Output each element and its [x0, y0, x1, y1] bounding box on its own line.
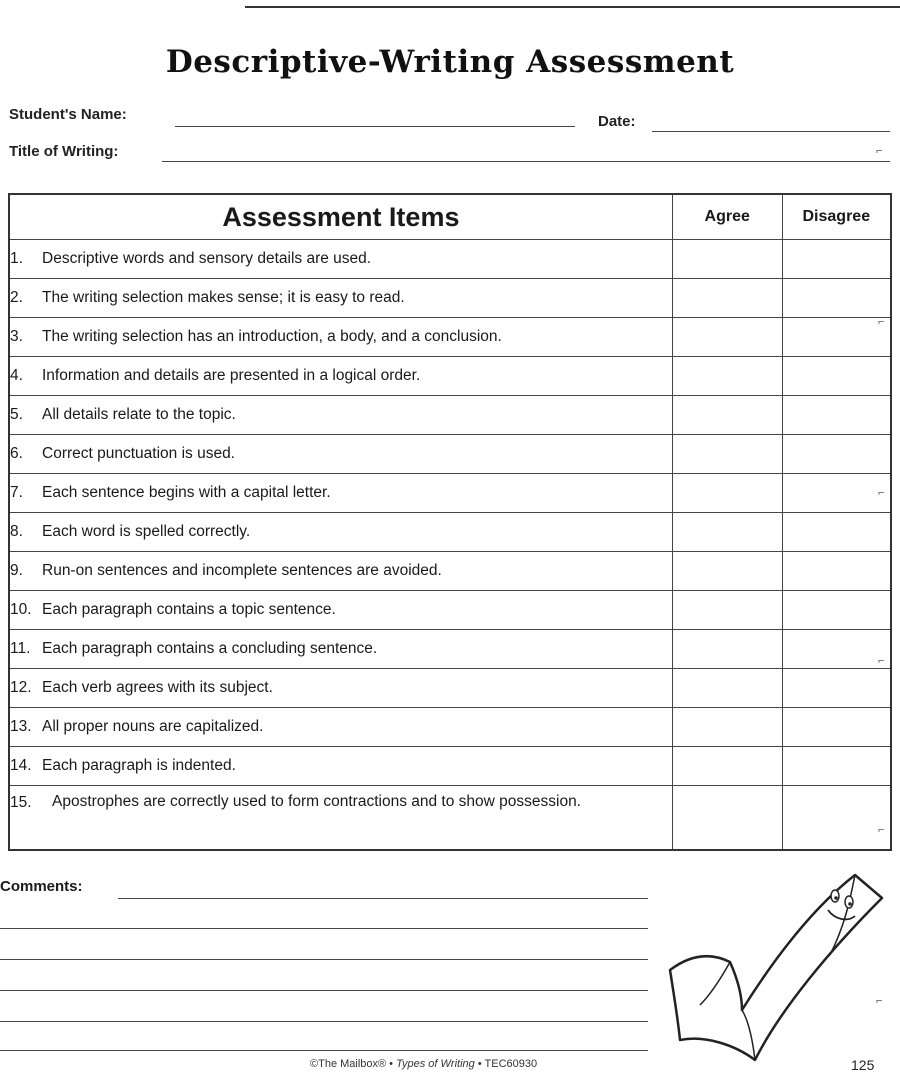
table-row: [9, 669, 891, 708]
item-text: All details relate to the topic.: [42, 406, 236, 423]
item-number: 6.: [10, 445, 23, 462]
table-row: [9, 240, 891, 279]
margin-mark: ⌐: [878, 316, 885, 328]
item-number: 13.: [10, 718, 32, 735]
catalog-code: • TEC60930: [477, 1058, 538, 1070]
item-cell: [9, 786, 672, 851]
item-number: 5.: [10, 406, 23, 423]
disagree-cell[interactable]: [782, 552, 891, 591]
item-cell: [9, 552, 672, 591]
item-cell: [9, 474, 672, 513]
table-row: [9, 747, 891, 786]
title-of-writing-label: Title of Writing:: [9, 143, 119, 160]
table-row: [9, 591, 891, 630]
item-number: 15.: [10, 794, 32, 811]
comments-line[interactable]: [0, 928, 648, 929]
item-cell: [9, 396, 672, 435]
item-cell: [9, 630, 672, 669]
item-number: 2.: [10, 289, 23, 306]
date-field[interactable]: [652, 131, 890, 132]
agree-cell[interactable]: [672, 474, 782, 513]
agree-cell[interactable]: [672, 240, 782, 279]
margin-mark: ⌐: [878, 824, 885, 836]
item-text: All proper nouns are capitalized.: [42, 718, 264, 735]
table-row: [9, 357, 891, 396]
agree-cell[interactable]: [672, 357, 782, 396]
book-title: Types of Writing: [396, 1058, 475, 1070]
agree-cell[interactable]: [672, 747, 782, 786]
disagree-cell[interactable]: [782, 708, 891, 747]
agree-cell[interactable]: [672, 669, 782, 708]
page-title: Descriptive-Writing Assessment: [165, 44, 735, 80]
col-header-items: Assessment Items: [9, 194, 672, 240]
item-text: Information and details are presented in a logical order.: [42, 367, 421, 384]
disagree-cell[interactable]: [782, 747, 891, 786]
student-name-label: Student's Name:: [9, 106, 127, 123]
agree-cell[interactable]: [672, 435, 782, 474]
item-cell: [9, 708, 672, 747]
item-cell: [9, 318, 672, 357]
item-number: 8.: [10, 523, 23, 540]
item-number: 12.: [10, 679, 32, 696]
table-row: [9, 630, 891, 669]
item-cell: [9, 669, 672, 708]
item-number: 10.: [10, 601, 32, 618]
item-cell: [9, 747, 672, 786]
item-cell: [9, 513, 672, 552]
table-row: [9, 552, 891, 591]
disagree-cell[interactable]: [782, 630, 891, 669]
agree-cell[interactable]: [672, 396, 782, 435]
agree-cell[interactable]: [672, 513, 782, 552]
item-text: Apostrophes are correctly used to form contractions and to show possession.: [52, 793, 581, 810]
comments-label: Comments:: [0, 878, 83, 895]
disagree-cell[interactable]: [782, 240, 891, 279]
table-row: [9, 474, 891, 513]
item-text: The writing selection has an introduction, a body, and a conclusion.: [42, 328, 502, 345]
disagree-cell[interactable]: [782, 669, 891, 708]
comments-line[interactable]: [0, 990, 648, 991]
item-text: Each paragraph is indented.: [42, 757, 236, 774]
agree-cell[interactable]: [672, 552, 782, 591]
disagree-cell[interactable]: [782, 591, 891, 630]
margin-mark: ⌐: [878, 487, 885, 499]
item-text: Correct punctuation is used.: [42, 445, 235, 462]
item-number: 9.: [10, 562, 23, 579]
disagree-cell[interactable]: [782, 786, 891, 851]
agree-cell[interactable]: [672, 318, 782, 357]
agree-cell[interactable]: [672, 708, 782, 747]
item-text: Each word is spelled correctly.: [42, 523, 251, 540]
date-label: Date:: [598, 113, 636, 130]
agree-cell[interactable]: [672, 786, 782, 851]
disagree-cell[interactable]: [782, 279, 891, 318]
col-header-disagree: Disagree: [782, 194, 891, 240]
title-of-writing-field[interactable]: [162, 161, 890, 162]
item-cell: [9, 279, 672, 318]
item-number: 1.: [10, 250, 23, 267]
comments-line[interactable]: [118, 898, 648, 899]
assessment-table: [8, 193, 892, 851]
col-header-agree: Agree: [672, 194, 782, 240]
copyright-text: ©The Mailbox® •: [310, 1058, 394, 1070]
item-number: 14.: [10, 757, 32, 774]
comments-line[interactable]: [0, 1021, 648, 1022]
smiling-checkmark-icon: [660, 870, 890, 1065]
page-number: 125: [851, 1057, 875, 1073]
item-text: Each verb agrees with its subject.: [42, 679, 273, 696]
item-number: 7.: [10, 484, 23, 501]
agree-cell[interactable]: [672, 591, 782, 630]
comments-line[interactable]: [0, 959, 648, 960]
comments-line[interactable]: [0, 1050, 648, 1051]
item-cell: [9, 591, 672, 630]
disagree-cell[interactable]: [782, 513, 891, 552]
item-text: Run-on sentences and incomplete sentences are avoided.: [42, 562, 442, 579]
item-number: 11.: [10, 640, 31, 657]
item-text: Each paragraph contains a topic sentence.: [42, 601, 336, 618]
margin-mark: ⌐: [876, 995, 883, 1007]
margin-mark: ⌐: [878, 655, 885, 667]
item-cell: [9, 357, 672, 396]
item-cell: [9, 435, 672, 474]
disagree-cell[interactable]: [782, 435, 891, 474]
item-text: The writing selection makes sense; it is easy to read.: [42, 289, 405, 306]
table-row: [9, 318, 891, 357]
table-header-row: [9, 194, 891, 240]
item-text: Each paragraph contains a concluding sentence.: [42, 640, 378, 657]
table-row: [9, 708, 891, 747]
student-name-field[interactable]: [175, 126, 575, 127]
table-row: [9, 786, 891, 851]
disagree-cell[interactable]: [782, 396, 891, 435]
disagree-cell[interactable]: [782, 357, 891, 396]
agree-cell[interactable]: [672, 279, 782, 318]
disagree-cell[interactable]: [782, 474, 891, 513]
table-row: [9, 279, 891, 318]
item-cell: [9, 240, 672, 279]
disagree-cell[interactable]: [782, 318, 891, 357]
item-text: Each sentence begins with a capital letter.: [42, 484, 331, 501]
table-row: [9, 513, 891, 552]
copyright-footer: [310, 1058, 537, 1070]
item-number: 3.: [10, 328, 23, 345]
item-text: Descriptive words and sensory details are used.: [42, 250, 372, 267]
margin-mark: ⌐: [876, 145, 883, 157]
item-number: 4.: [10, 367, 23, 384]
top-rule: [245, 6, 900, 8]
agree-cell[interactable]: [672, 630, 782, 669]
table-row: [9, 435, 891, 474]
table-row: [9, 396, 891, 435]
